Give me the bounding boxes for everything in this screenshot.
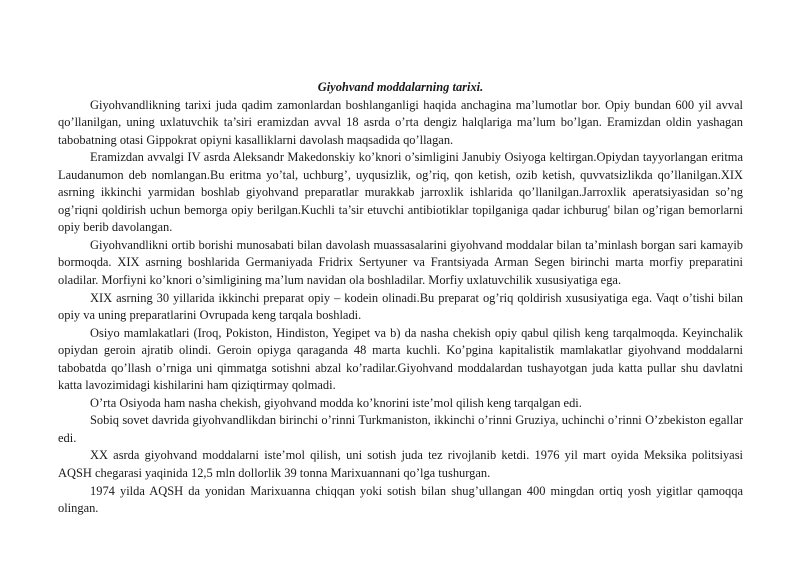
- paragraph-8: XX asrda giyohvand moddalarni iste’mol qilish, uni sotish juda tez rivojlanib ketdi. 1976 yil mart oyida Meksika politsiyasi AQSH chegarasi yaqinida 12,5 mln dollorlik 39 tonna Marixuannani qo’lga tushurgan.: [58, 448, 743, 481]
- paragraph-4: XIX asrning 30 yillarida ikkinchi preparat opiy – kodein olinadi.Bu preparat og’riq qoldirish xususiyatiga ega. Vaqt o’tishi bilan opiy va uning preparatlarini Ovrupada keng tarqala boshladi.: [58, 290, 743, 323]
- paragraph-3: Giyohvandlikni ortib borishi munosabati bilan davolash muassasalarini giyohvand moddalar bilan ta’minlash borgan sari kamayib bormoqda. XIX asrning boshlarida Germaniyada Fridrix Sertyuner va Frantsiyada Arman Segen birinchi marta morfiy preparatini oladilar. Morfiyni ko’knori o’simligining ma’lum navidan ola boshladilar. Morfiy uxlatuvchilik xususiyatiga ega.: [58, 237, 743, 288]
- document-page: [58, 79, 743, 518]
- paragraph-7: Sobiq sovet davrida giyohvandlikdan birinchi o’rinni Turkmaniston, ikkinchi o’rinni Gruziya, uchinchi o’rinni O’zbekiston egallar edi.: [58, 413, 743, 445]
- paragraph-6: O’rta Osiyoda ham nasha chekish, giyohvand modda ko’knorini iste’mol qilish keng tarqalgan edi.: [90, 395, 582, 410]
- paragraph-5: Osiyo mamlakatlari (Iroq, Pokiston, Hindiston, Yegipet va b) da nasha chekish opiy qabul qilish keng tarqalmoqda. Keyinchalik opiydan geroin ajratib olindi. Geroin opiyga qaraganda 48 marta kuchli. Ko’pgina kapitalistik mamlakatlar giyohvand moddalarni tabobatda qo’llash o’rniga uni qimmatga sotishni abzal ko’radilar.Giyohvand moddalardan tushayotgan juda katta pullar shu davlatni katta lavozimidagi kishilarini ham qiziqtirmay qolmadi.: [58, 325, 743, 393]
- paragraph-2: Eramizdan avvalgi IV asrda Aleksandr Makedonskiy ko’knori o’simligini Janubiy Osiyoga keltirgan.Opiydan tayyorlangan eritma Laudanumon deb nomlangan.Bu eritma yo’tal, uchburg’, uyqusizlik, og’riq, qon ketish, ozib ketish, quvvatsizlikda qo’llanilgan.XIX asrning ikkinchi yarmidan boshlab giyohvand preparatlar murakkab jarroxlik ishlarida qo’llanilgan.Jarroxlik aperatsiyasidan so’ng og’riqni qoldirish uchun bemorga opiy berilgan.Kuchli ta’sir etuvchi antibiotiklar topilganiga qadar ichburug' bilan og’rigan bemorlarni opiy berib davolangan.: [58, 150, 743, 235]
- paragraph-9: 1974 yilda AQSH da yonidan Marixuanna chiqqan yoki sotish bilan shug’ullangan 400 mingdan ortiq yosh yigitlar qamoqqa olingan.: [58, 483, 743, 516]
- paragraph-1: Giyohvandlikning tarixi juda qadim zamonlardan boshlanganligi haqida anchagina ma’lumotlar bor. Opiy bundan 600 yil avval qo’llanilgan, uning uxlatuvchik ta’siri eramizdan avval 18 asrda o’rta dengiz halqlariga ma’lum bo’lgan. Eramizdan oldin yashagan tabobatning otasi Gippokrat opiyni kasalliklarni davolash maqsadida qo’llagan.: [58, 97, 743, 147]
- document-title: Giyohvand moddalarning tarixi.: [317, 80, 484, 94]
